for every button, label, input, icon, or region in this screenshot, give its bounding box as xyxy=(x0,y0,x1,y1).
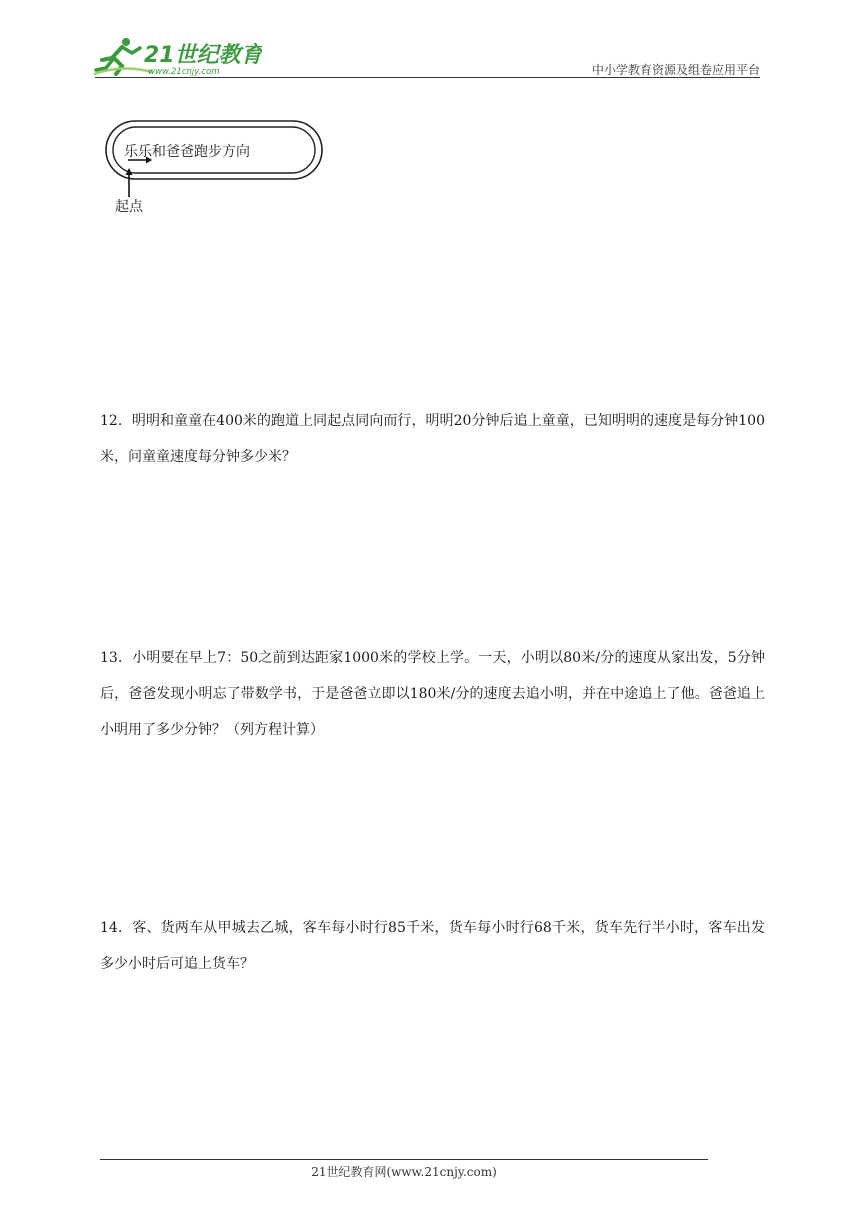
svg-text:21世纪教育: 21世纪教育 xyxy=(144,43,262,68)
svg-text:www.21cnjy.com: www.21cnjy.com xyxy=(148,67,220,77)
platform-tagline: 中小学教育资源及组卷应用平台 xyxy=(591,63,760,77)
start-point-label: 起点 xyxy=(115,199,143,215)
direction-label: 乐乐和爸爸跑步方向 xyxy=(124,144,250,160)
site-logo xyxy=(92,34,262,78)
footer-rule xyxy=(100,1159,708,1160)
question-13: 13．小明要在早上7：50之前到达距家1000米的学校上学。一天，小明以80米/分的速度从家出发，5分钟后，爸爸发现小明忘了带数学书，于是爸爸立即以180米/分的速度去追小明，并在中途追上了他。爸爸追上小明用了多少分钟？（列方程计算） xyxy=(100,650,765,738)
footer-link[interactable]: 21世纪教育网(www.21cnjy.com) xyxy=(311,1165,497,1179)
header-rule xyxy=(95,77,760,78)
question-12: 12．明明和童童在400米的跑道上同起点同向而行，明明20分钟后追上童童，已知明明的速度是每分钟100米，问童童速度每分钟多少米？ xyxy=(100,413,765,465)
runner-logo-icon xyxy=(92,34,262,78)
question-14: 14．客、货两车从甲城去乙城，客车每小时行85千米，货车每小时行68千米，货车先行半小时，客车出发多少小时后可追上货车？ xyxy=(100,920,765,972)
